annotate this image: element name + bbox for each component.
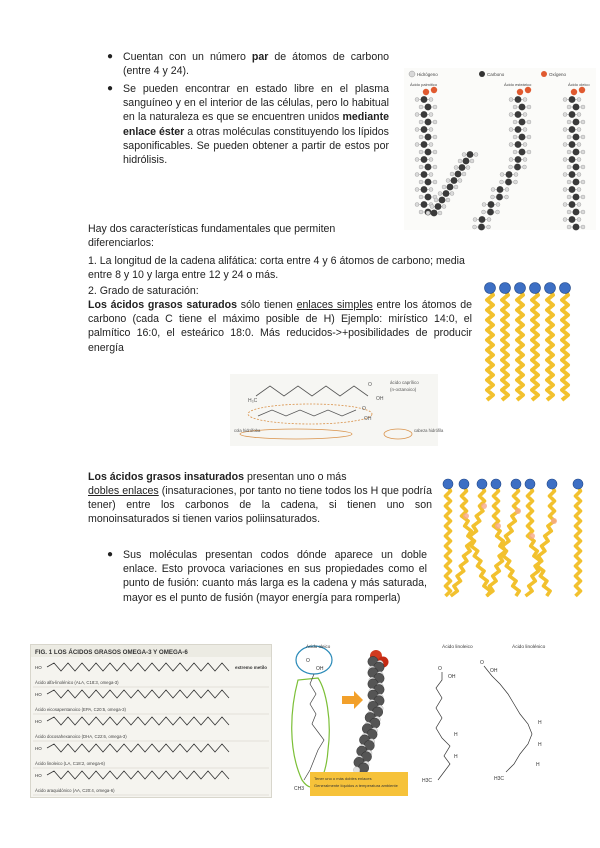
carbon-atom [463, 158, 470, 165]
carbon-atom [569, 156, 576, 163]
omega-figure-svg [31, 645, 271, 797]
hydrogen-atom [581, 120, 585, 124]
polar-head [545, 283, 556, 294]
carbon-atom [421, 141, 428, 148]
hydrogen-atom [527, 135, 531, 139]
hydrogen-atom [563, 98, 567, 102]
polar-head [547, 479, 557, 489]
hydrogen-atom [415, 173, 419, 177]
bullet-kinks: ● Sus moléculas presentan codos dónde aparece un doble enlace. Esto provoca variaciones en sus propiedades como el punto de fusión: cuanto más larga es la cadena y más saturada, mayor es el punto de fusión (mayor energía para romperla) [107, 549, 427, 604]
carbon-atom [573, 209, 580, 216]
carbon-atom [421, 126, 428, 133]
svg-text:H: H [454, 732, 458, 738]
hydrogen-atom [429, 158, 433, 162]
hydrogen-atom [419, 210, 423, 214]
methyl-end-label: extremo metilo [235, 665, 268, 670]
polar-head [573, 479, 583, 489]
hydrogen-atom [496, 203, 500, 207]
svg-text:H: H [536, 762, 540, 768]
carbon-atom [573, 224, 580, 231]
hydrogen-atom [509, 113, 513, 117]
carbon-atom [447, 184, 454, 191]
chain-formula [47, 663, 229, 671]
oxygen-atom [579, 87, 585, 93]
hydrogen-atom [509, 143, 513, 147]
omega-row-label: Ácido eicosapentanoico (EPA, C20:5, omega-3) [35, 707, 126, 712]
hydrogen-atom [567, 195, 571, 199]
bullet-ester-bond: ● Se pueden encontrar en estado libre en el plasma sanguíneo y en el interior de las células, pero lo habitual en la naturaleza es que se encuentren unidos mediante enlace éster a otras moléculas constituyendo los lípidos saponificables. Se pueden obtener a partir de estos por hidrólisis. [107, 83, 389, 167]
hydrogen-atom [429, 128, 433, 132]
svg-text:O: O [362, 406, 366, 412]
hydrogen-atom [563, 203, 567, 207]
carbon-atom [431, 210, 438, 217]
hydrogen-atom [523, 165, 527, 169]
ho-label: HO [35, 719, 42, 724]
hydrogen-atom [514, 180, 518, 184]
hydrogen-atom [438, 192, 442, 196]
svg-text:H: H [454, 754, 458, 760]
carbon-atom [506, 171, 513, 178]
hydrogen-atom [419, 165, 423, 169]
polar-head [511, 479, 521, 489]
hydrogen-atom [523, 158, 527, 162]
carbon-atom [496, 194, 503, 201]
carbon-atom [425, 164, 432, 171]
carbon-atom [459, 164, 466, 171]
oxygen-atom [525, 87, 531, 93]
hydrogen-atom [505, 188, 509, 192]
polar-head [530, 283, 541, 294]
caprylic-label: ácido caprílico [390, 380, 419, 385]
carbon-atom [425, 149, 432, 156]
unsaturated-tail [576, 486, 581, 596]
carbon-atom [569, 216, 576, 223]
hydrogen-atom [563, 113, 567, 117]
hydrogen-atom [433, 105, 437, 109]
bullet-dot: ● [107, 51, 114, 62]
carbon-atom [569, 111, 576, 118]
hydrogen-atom [446, 198, 450, 202]
hydrogen-atom [482, 210, 486, 214]
hydrogen-atom [454, 166, 458, 170]
carbon-atom [425, 119, 432, 126]
polar-head [525, 479, 535, 489]
hydrogen-atom [415, 143, 419, 147]
carbon-atom [439, 197, 446, 204]
omega-row-label: Ácido docosahexanoico (DHA, C22:6, omega-3) [35, 734, 127, 739]
svg-text:H3C: H3C [422, 778, 433, 784]
hydrogen-atom [426, 211, 430, 215]
hydrogen-atom [500, 173, 504, 177]
omega-row-label: Ácido araquidónico (AA, C20:4, omega-6) [35, 788, 115, 793]
svg-text:OH: OH [448, 674, 456, 680]
omega-title: FIG. 1 LOS ÁCIDOS GRASOS OMEGA-3 Y OMEGA-6 [35, 649, 188, 656]
caprylic-acid-figure [230, 374, 444, 446]
hydrogen-atom [523, 128, 527, 132]
carbon-atom [569, 201, 576, 208]
hydrogen-atom [581, 165, 585, 169]
saturation-heading: 2. Grado de saturación: [88, 285, 199, 297]
omega-figure [30, 644, 272, 798]
linoleic-structures-svg [416, 640, 584, 792]
carbon-atom [435, 203, 442, 210]
carbon-atom [573, 194, 580, 201]
hydrogen-atom [433, 135, 437, 139]
hydrogen-atom [513, 105, 517, 109]
double-bond-marker [463, 513, 469, 519]
hydrogen-atom [513, 135, 517, 139]
hydrogen-atom [473, 218, 477, 222]
svg-text:OH: OH [364, 416, 372, 422]
fatty-acid-chains-svg [404, 68, 596, 230]
hydrogen-atom [487, 225, 491, 229]
hydrogen-atom [509, 165, 513, 169]
svg-text:O: O [368, 382, 372, 388]
carbon-atom [455, 171, 462, 178]
note-liquid: Generalmente líquidos a temperatura ambiente [314, 783, 398, 788]
hydrogen-atom [581, 150, 585, 154]
hydrogen-atom [433, 165, 437, 169]
hydrogen-atom [577, 203, 581, 207]
hydrogen-atom [563, 158, 567, 162]
carbon-atom [573, 119, 580, 126]
hydrogen-atom [505, 195, 509, 199]
omega-row-label: Ácido linoleico (LA, C18:2, omega-6) [35, 761, 105, 766]
linoleic-title: Ácido linoleico [442, 645, 473, 650]
double-bond-marker [551, 518, 557, 524]
hydrogen-atom [523, 113, 527, 117]
svg-text:O: O [438, 666, 442, 672]
oxygen-atom [431, 87, 437, 93]
molecule-chains [415, 87, 585, 231]
carbon-atom [515, 141, 522, 148]
bullet-dot: ● [107, 549, 114, 560]
hydrogen-atom [581, 105, 585, 109]
unsaturated-chains-svg [440, 476, 590, 606]
chain-formula [47, 717, 229, 725]
label-oleic: Ácido oleico [568, 82, 590, 87]
hydrogen-atom [523, 143, 527, 147]
saturated-tail [562, 290, 568, 400]
hydrogen-atom [429, 173, 433, 177]
carbon-atom [425, 194, 432, 201]
hydrogen-atom [513, 120, 517, 124]
carbon-atom [451, 177, 458, 184]
hydrogen-atom [577, 128, 581, 132]
svg-text:H₃C: H₃C [248, 398, 258, 404]
hydrogen-atom [458, 159, 462, 163]
unsaturated-tail [462, 486, 491, 596]
carbon-atom [425, 179, 432, 186]
carbon-atom [569, 141, 576, 148]
carbon-atom [569, 171, 576, 178]
hydrogen-atom [450, 172, 454, 176]
omega-row-label: Ácido alfa-linolénico (ALA, C18:3, omega-3) [35, 680, 119, 685]
hydrogen-atom [567, 105, 571, 109]
ch3-label: CH3 [294, 786, 305, 792]
hydrogen-atom [429, 113, 433, 117]
hydrogen-atom [514, 173, 518, 177]
hydrogen-atom [450, 192, 454, 196]
bullet-even-carbons: ● Cuentan con un número par de átomos de carbono (entre 4 y 24). [107, 51, 389, 78]
oxygen-atom [571, 89, 577, 95]
oxygen-atom [517, 89, 523, 95]
hydrogen-atom [567, 150, 571, 154]
oleic-head-label: Ácido oleico [306, 644, 331, 649]
carbon-atom [425, 134, 432, 141]
unsaturated-paragraph-line1: Los ácidos grasos insaturados presentan uno o más [88, 471, 347, 483]
carbon-atom [515, 111, 522, 118]
ho-label: HO [35, 665, 42, 670]
hydrogen-atom [491, 195, 495, 199]
tail-label: cola hidrófoba [234, 428, 261, 433]
hydrogen-atom [419, 150, 423, 154]
svg-text:O: O [306, 658, 310, 664]
carbon-sphere [358, 763, 368, 773]
hydrogen-atom [442, 185, 446, 189]
svg-text:H: H [538, 742, 542, 748]
hydrogen-atom [430, 205, 434, 209]
carbon-atom [573, 104, 580, 111]
hydrogen-atom [429, 143, 433, 147]
caprylic-sublabel: (n-octanoico) [390, 387, 417, 392]
svg-text:H: H [538, 720, 542, 726]
carbon-atom [488, 201, 495, 208]
hydrogen-atom [470, 159, 474, 163]
intro-paragraph: Hay dos características fundamentales que permiten diferenciarlos: [88, 223, 336, 250]
hydrogen-atom [415, 188, 419, 192]
hydrogen-atom [567, 165, 571, 169]
hydrogen-atom [581, 225, 585, 229]
saturated-tail [502, 290, 508, 400]
hydrogen-atom [446, 179, 450, 183]
hydrogen-atom [527, 120, 531, 124]
hydrogen-atom [496, 210, 500, 214]
hydrogen-atom [563, 173, 567, 177]
linoleic-structures-figure [416, 640, 584, 792]
polar-head [491, 479, 501, 489]
double-bond-marker [495, 523, 501, 529]
hydrogen-atom [567, 120, 571, 124]
hydrogen-atom [509, 98, 513, 102]
hydrogen-atom [438, 211, 442, 215]
carbon-atom [421, 201, 428, 208]
hydrogen-atom [454, 185, 458, 189]
carbon-atom [467, 151, 474, 158]
carbon-atom [515, 156, 522, 163]
hydrogen-atom [415, 158, 419, 162]
hydrogen-atom [415, 98, 419, 102]
hydrogen-atom [419, 195, 423, 199]
label-palmitic: Ácido palmítico [410, 82, 438, 87]
carbon-atom [514, 164, 521, 171]
saturated-tail [487, 290, 493, 400]
polar-head [443, 479, 453, 489]
hydrogen-atom [433, 150, 437, 154]
carbon-atom [569, 96, 576, 103]
svg-text:H3C: H3C [494, 776, 505, 782]
chain-formula [47, 744, 229, 752]
carbon-atom [519, 104, 526, 111]
hydrogen-atom [577, 98, 581, 102]
head-label: cabeza hidrófila [414, 428, 444, 433]
polar-head [500, 283, 511, 294]
hydrogen-atom [466, 166, 470, 170]
hydrogen-atom [577, 188, 581, 192]
hydrogen-atom [577, 173, 581, 177]
hydrogen-atom [567, 135, 571, 139]
hydrogen-atom [577, 218, 581, 222]
hydrogen-atom [419, 105, 423, 109]
carbon-atom [421, 96, 428, 103]
saturated-paragraph: Los ácidos grasos saturados sólo tienen enlaces simples entre los átomos de carbono (cada C tiene el máximo posible de H) Ejemplo: mirístico 14:0, el palmítico 16:0, el esteárico 18:0. Más reducidos->+posibilidades de producir energía [88, 299, 472, 354]
saturated-tail [547, 290, 553, 400]
hydrogen-atom [563, 143, 567, 147]
polar-head [515, 283, 526, 294]
oleic-kink-svg [284, 640, 414, 802]
hydrogen-atom [527, 150, 531, 154]
hydrogen-atom [581, 180, 585, 184]
double-bond-marker [481, 503, 487, 509]
carbon-atom [505, 179, 512, 186]
polar-head [485, 283, 496, 294]
hydrogen-atom [433, 120, 437, 124]
label-stearic: Ácido esteárico [504, 82, 532, 87]
hydrogen-atom [462, 153, 466, 157]
carbon-atom [519, 134, 526, 141]
oxygen-atom [423, 89, 429, 95]
hydrogen-atom [429, 98, 433, 102]
hydrogen-atom [433, 180, 437, 184]
chain-formula [47, 690, 229, 698]
carbon-atom [573, 164, 580, 171]
legend-hydrogen: Hidrógeno [417, 72, 438, 77]
legend-oxygen: Oxígeno [549, 72, 567, 77]
hydrogen-atom [474, 153, 478, 157]
carbon-atom [519, 119, 526, 126]
polar-head [560, 283, 571, 294]
carbon-atom [425, 104, 432, 111]
oleic-kink-figure [284, 640, 414, 802]
carbon-atom [421, 156, 428, 163]
svg-text:OH: OH [316, 666, 324, 672]
hydrogen-atom [491, 188, 495, 192]
hydrogen-atom [462, 172, 466, 176]
caprylic-acid-svg [230, 374, 444, 446]
unsaturated-paragraph: dobles enlaces (insaturaciones, por tanto no tiene todos los H que podría tener) entre los carbonos de la cadena, si tienen uno son monoinsaturados si tienen varios poliinsaturados. [88, 485, 432, 526]
hydrogen-atom [581, 195, 585, 199]
carbon-atom [487, 209, 494, 216]
saturated-chains-svg [480, 280, 578, 408]
hydrogen-atom [434, 198, 438, 202]
hydrogen-atom [567, 180, 571, 184]
hydrogen-atom [415, 203, 419, 207]
note-double-bonds: Tener uno o más dobles enlaces [314, 776, 372, 781]
hydrogen-atom [581, 135, 585, 139]
hydrogen-atom [577, 143, 581, 147]
saturated-tail [517, 290, 523, 400]
hydrogen-atom [563, 218, 567, 222]
carbon-atom [573, 179, 580, 186]
saturated-chains-figure [480, 280, 578, 408]
svg-text:OH: OH [376, 396, 384, 402]
chain-length-paragraph: 1. La longitud de la cadena alifática: corta entre 4 y 6 átomos de carbono; media entre 8 y 10 y larga entre 12 y 24 o más. [88, 255, 465, 282]
hydrogen-atom [419, 135, 423, 139]
hydrogen-atom [458, 179, 462, 183]
unsaturated-chains-figure [440, 476, 590, 606]
hydrogen-atom [487, 218, 491, 222]
svg-text:OH: OH [490, 668, 498, 674]
hydrogen-atom [509, 128, 513, 132]
hydrogen-atom [419, 120, 423, 124]
carbon-atom [569, 186, 576, 193]
carbon-atom [497, 186, 504, 193]
chain-formula [47, 771, 229, 779]
fatty-acid-chains-figure [404, 68, 596, 230]
hydrogen-atom [429, 188, 433, 192]
hydrogen-atom [482, 203, 486, 207]
ho-label: HO [35, 692, 42, 697]
hydrogen-atom [577, 113, 581, 117]
legend-carbon: Carbono [487, 72, 505, 77]
polar-head [477, 479, 487, 489]
hydrogen-atom [563, 128, 567, 132]
hydrogen-atom [415, 113, 419, 117]
hydrogen-atom [581, 210, 585, 214]
double-bond-marker [529, 533, 535, 539]
carbon-atom [443, 190, 450, 197]
hydrogen-atom [523, 98, 527, 102]
carbon-atom [569, 126, 576, 133]
hydrogen-atom [567, 210, 571, 214]
svg-text:O: O [480, 660, 484, 666]
hydrogen-atom [500, 180, 504, 184]
hydrogen-atom [563, 188, 567, 192]
unsaturated-tail [451, 486, 485, 596]
bullet-dot: ● [107, 83, 114, 94]
carbon-atom [478, 224, 485, 231]
linolenic-title: Ácido linolénico [512, 645, 546, 650]
carbon-atom [573, 149, 580, 156]
hydrogen-atom [473, 225, 477, 229]
carbon-atom [421, 186, 428, 193]
double-bond-marker [515, 508, 521, 514]
ho-label: HO [35, 746, 42, 751]
carbon-atom [421, 111, 428, 118]
hydrogen-atom [567, 225, 571, 229]
hydrogen-atom [577, 158, 581, 162]
hydrogen-atom [527, 105, 531, 109]
carbon-atom [515, 126, 522, 133]
hydrogen-atom [509, 158, 513, 162]
carbon-atom [515, 96, 522, 103]
carbon-atom [479, 216, 486, 223]
unsaturated-tail [446, 486, 451, 596]
hydrogen-atom [419, 180, 423, 184]
carbon-atom [519, 149, 526, 156]
hydrogen-atom [442, 205, 446, 209]
carbon-atom [421, 171, 428, 178]
ho-label: HO [35, 773, 42, 778]
hydrogen-atom [513, 150, 517, 154]
carbon-atom [573, 134, 580, 141]
saturated-tail [532, 290, 538, 400]
hydrogen-atom [415, 128, 419, 132]
polar-head [459, 479, 469, 489]
